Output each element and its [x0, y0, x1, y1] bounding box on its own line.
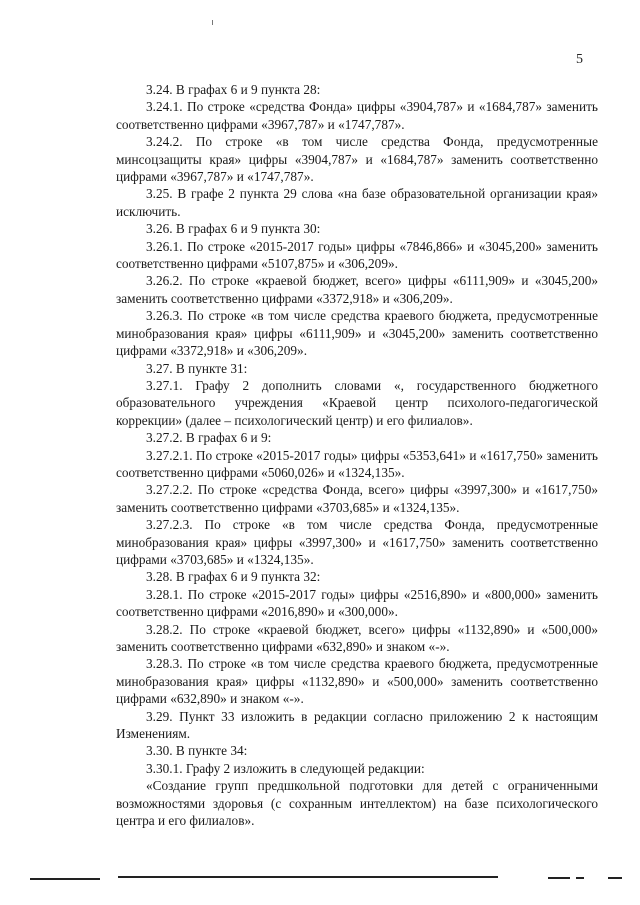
paragraph-3-26-1: 3.26.1. По строке «2015-2017 годы» цифры «7846,866» и «3045,200» заменить соответственно цифрами «5107,875» и «306,209». — [116, 238, 598, 272]
paragraph-3-27-1: 3.27.1. Графу 2 дополнить словами «, государственного бюджетного образовательного учреждения «Краевой центр психолого-педагогической коррекции» (далее – психологический центр) и его филиалов». — [116, 377, 598, 428]
paragraph-3-27-2-1: 3.27.2.1. По строке «2015-2017 годы» цифры «5353,641» и «1617,750» заменить соответственно цифрами «5060,026» и «1324,135». — [116, 447, 598, 480]
document-body — [116, 81, 598, 829]
paragraph-3-27-2: 3.27.2. В графах 6 и 9: — [146, 430, 272, 446]
paragraph-3-26-3: 3.26.3. По строке «в том числе средства краевого бюджета, предусмотренные минобразования края» цифры «6111,909» и «3045,200» заменить соответственно цифрами «3372,918» и «306,209». — [116, 308, 598, 359]
paragraph-3-26: 3.26. В графах 6 и 9 пункта 30: — [146, 221, 321, 237]
paragraph-3-28-2: 3.28.2. По строке «краевой бюджет, всего» цифры «1132,890» и «500,000» заменить соответственно цифрами «632,890» и знаком «-». — [116, 621, 598, 654]
footer-dash-3 — [608, 877, 622, 879]
paragraph-3-24-1: 3.24.1. По строке «средства Фонда» цифры «3904,787» и «1684,787» заменить соответственно цифрами «3967,787» и «1747,787». — [116, 99, 598, 132]
paragraph-3-30: 3.30. В пункте 34: — [146, 743, 248, 759]
paragraph-3-30-1: 3.30.1. Графу 2 изложить в следующей редакции: — [146, 760, 425, 776]
paragraph-3-28: 3.28. В графах 6 и 9 пункта 32: — [146, 569, 321, 585]
footer-dash-1 — [548, 877, 570, 879]
paragraph-3-24-2: 3.24.2. По строке «в том числе средства Фонда, предусмотренные минсоцзащиты края» цифры «3904,787» и «1684,787» заменить соответственно цифрами «3967,787» и «1747,787». — [116, 134, 598, 185]
paragraph-quote: «Создание групп предшкольной подготовки для детей с ограниченными возможностями здоровья (с сохранным интеллектом) на базе психологического центра и его филиалов». — [116, 778, 598, 829]
paragraph-3-27-2-2: 3.27.2.2. По строке «средства Фонда, всего» цифры «3997,300» и «1617,750» заменить соответственно цифрами «3703,685» и «1324,135». — [116, 482, 598, 515]
footer-dash-2 — [576, 877, 584, 879]
paragraph-3-29: 3.29. Пункт 33 изложить в редакции согласно приложению 2 к настоящим Изменениям. — [116, 708, 598, 742]
paragraph-3-27: 3.27. В пункте 31: — [146, 360, 248, 376]
scan-mark — [212, 20, 213, 25]
paragraph-3-28-1: 3.28.1. По строке «2015-2017 годы» цифры «2516,890» и «800,000» заменить соответственно цифрами «2016,890» и «300,000». — [116, 586, 598, 620]
paragraph-3-24: 3.24. В графах 6 и 9 пункта 28: — [146, 82, 321, 97]
paragraph-3-27-2-3: 3.27.2.3. По строке «в том числе средства Фонда, предусмотренные минобразования края» цифры «3997,300» и «1617,750» заменить соответственно цифрами «3703,685» и «1324,135». — [116, 517, 598, 567]
footer-rule-2 — [118, 876, 498, 878]
footer-rule-1 — [30, 878, 100, 880]
paragraph-3-25: 3.25. В графе 2 пункта 29 слова «на базе образовательной организации края» исключить. — [116, 186, 598, 219]
page-number: 5 — [576, 52, 583, 67]
paragraph-3-26-2: 3.26.2. По строке «краевой бюджет, всего» цифры «6111,909» и «3045,200» заменить соответственно цифрами «3372,918» и «306,209». — [116, 273, 598, 306]
paragraph-3-28-3: 3.28.3. По строке «в том числе средства краевого бюджета, предусмотренные минобразования края» цифры «1132,890» и «500,000» заменить соответственно цифрами «632,890» и знаком «-». — [116, 656, 598, 707]
